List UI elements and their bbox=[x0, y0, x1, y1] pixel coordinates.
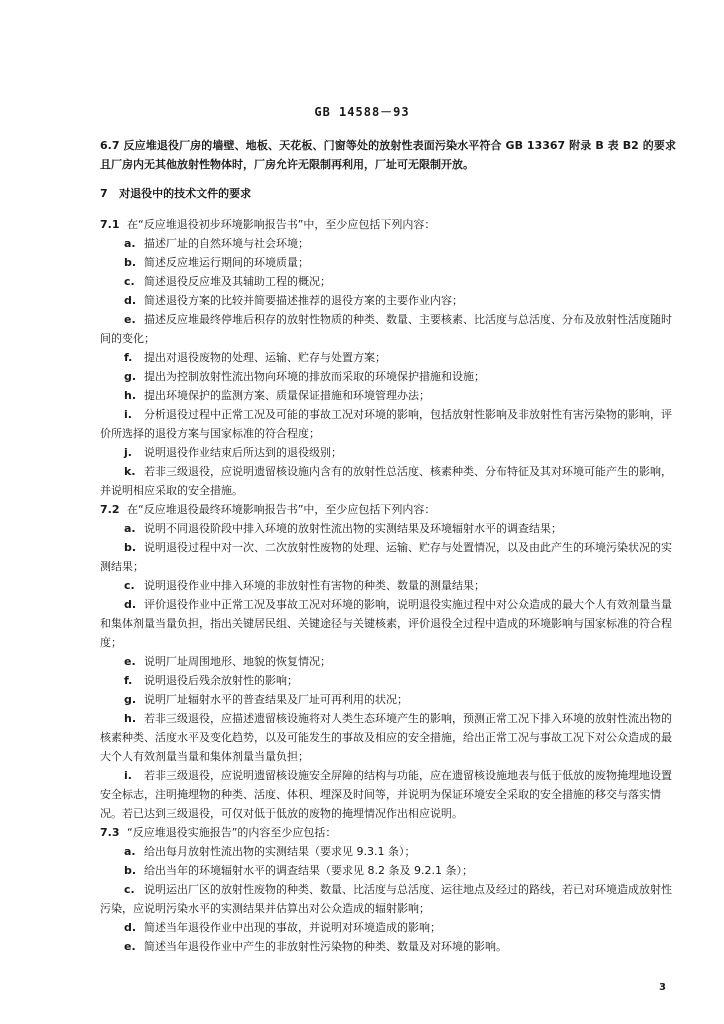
list-item bbox=[100, 880, 676, 918]
item-text: 若非三级退役，应说明遗留核设施内含有的放射性总活度、核素种类、分布特征及其对环境可能产生的影响，并说明相应采取的安全措施。 bbox=[100, 465, 672, 497]
list-item bbox=[100, 405, 676, 443]
clause-intro: “反应堆退役实施报告”的内容至少应包括： bbox=[127, 826, 337, 839]
item-text: 描述厂址的自然环境与社会环境； bbox=[144, 237, 309, 250]
item-marker: e. bbox=[124, 313, 136, 326]
clause-7-1-list bbox=[100, 234, 676, 500]
item-text: 说明运出厂区的放射性废物的种类、数量、比活度与总活度、运往地点及经过的路线，若已对环境造成放射性污染，应说明污染水平的实测结果并估算出对公众造成的辐射影响； bbox=[100, 883, 672, 915]
list-item bbox=[100, 272, 676, 291]
document-body bbox=[100, 136, 676, 956]
section-number: 7 bbox=[100, 187, 108, 200]
list-item bbox=[100, 766, 676, 823]
list-item bbox=[100, 595, 676, 652]
clause-7-3-list bbox=[100, 842, 676, 956]
list-item bbox=[100, 937, 676, 956]
item-text: 简述当年退役作业中产生的非放射性污染物的种类、数量及对环境的影响。 bbox=[144, 940, 507, 953]
item-text: 给出每月放射性流出物的实测结果（要求见 9.3.1 条）； bbox=[144, 845, 416, 858]
list-item bbox=[100, 443, 676, 462]
item-marker: h. bbox=[124, 389, 137, 402]
item-marker: c. bbox=[124, 579, 135, 592]
item-marker: i. bbox=[124, 769, 132, 782]
item-marker: c. bbox=[124, 883, 135, 896]
item-text: 简述反应堆运行期间的环境质量； bbox=[144, 256, 309, 269]
item-text: 说明不同退役阶段中排入环境的放射性流出物的实测结果及环境辐射水平的调查结果； bbox=[144, 522, 562, 535]
list-item bbox=[100, 538, 676, 576]
item-marker: f. bbox=[124, 674, 133, 687]
section-title: 对退役中的技术文件的要求 bbox=[119, 187, 252, 200]
item-marker: a. bbox=[124, 237, 136, 250]
clause-7-2 bbox=[100, 500, 676, 519]
item-marker: e. bbox=[124, 940, 136, 953]
list-item bbox=[100, 709, 676, 766]
list-item bbox=[100, 348, 676, 367]
item-text: 说明厂址辐射水平的普查结果及厂址可再利用的状况； bbox=[144, 693, 408, 706]
list-item bbox=[100, 310, 676, 348]
item-marker: b. bbox=[124, 256, 137, 269]
item-marker: h. bbox=[124, 712, 137, 725]
item-text: 说明退役过程中对一次、二次放射性废物的处理、运输、贮存与处置情况，以及由此产生的环境污染状况的实测结果； bbox=[100, 541, 672, 573]
item-text: 给出当年的环境辐射水平的调查结果（要求见 8.2 条及 9.2.1 条）； bbox=[144, 864, 473, 877]
item-marker: g. bbox=[124, 693, 137, 706]
list-item bbox=[100, 253, 676, 272]
item-marker: i. bbox=[124, 408, 132, 421]
clause-6-7 bbox=[100, 136, 676, 174]
list-item bbox=[100, 690, 676, 709]
item-text: 说明退役作业中排入环境的非放射性有害物的种类、数量的测量结果； bbox=[144, 579, 485, 592]
clause-intro: 在“反应堆退役初步环境影响报告书”中，至少应包括下列内容： bbox=[127, 218, 436, 231]
clause-intro: 在“反应堆退役最终环境影响报告书”中，至少应包括下列内容： bbox=[127, 503, 436, 516]
clause-7-1 bbox=[100, 215, 676, 234]
item-marker: a. bbox=[124, 522, 136, 535]
standard-number-header: GB 14588－93 bbox=[314, 105, 410, 119]
item-text: 说明退役作业结束后所达到的退役级别； bbox=[144, 446, 342, 459]
item-text: 提出对退役废物的处理、运输、贮存与处置方案； bbox=[144, 351, 386, 364]
list-item bbox=[100, 291, 676, 310]
item-text: 简述退役方案的比较并简要描述推荐的退役方案的主要作业内容； bbox=[144, 294, 463, 307]
item-text: 提出为控制放射性流出物向环境的排放而采取的环境保护措施和设施； bbox=[144, 370, 485, 383]
item-text: 若非三级退役，应描述遗留核设施将对人类生态环境产生的影响，预测正常工况下排入环境的放射性流出物的核素种类、活度水平及变化趋势，以及可能发生的事故及相应的安全措施，给出正常工况与事故工况下对公众造成的最大个人有效剂量当量和集体剂量当量负担； bbox=[100, 712, 672, 763]
clause-number: 7.3 bbox=[100, 826, 120, 839]
clause-number: 7.2 bbox=[100, 503, 120, 516]
item-text: 描述反应堆最终停堆后积存的放射性物质的种类、数量、主要核素、比活度与总活度、分布及放射性活度随时间的变化； bbox=[100, 313, 672, 345]
list-item bbox=[100, 462, 676, 500]
item-marker: e. bbox=[124, 655, 136, 668]
list-item bbox=[100, 386, 676, 405]
item-text: 说明退役后残余放射性的影响； bbox=[144, 674, 298, 687]
item-text: 说明厂址周围地形、地貌的恢复情况； bbox=[144, 655, 331, 668]
item-text: 简述退役反应堆及其辅助工程的概况； bbox=[144, 275, 331, 288]
list-item bbox=[100, 519, 676, 538]
list-item bbox=[100, 671, 676, 690]
list-item bbox=[100, 861, 676, 880]
item-marker: c. bbox=[124, 275, 135, 288]
item-marker: k. bbox=[124, 465, 136, 478]
item-marker: d. bbox=[124, 294, 137, 307]
list-item bbox=[100, 367, 676, 386]
item-marker: b. bbox=[124, 541, 137, 554]
clause-text: 反应堆退役厂房的墙壁、地板、天花板、门窗等处的放射性表面污染水平符合 GB 13367 附录 B 表 B2 的要求且厂房内无其他放射性物体时，厂房允许无限制再利用，厂址可无限制开放。 bbox=[100, 139, 676, 171]
list-item bbox=[100, 234, 676, 253]
clause-7-2-list bbox=[100, 519, 676, 823]
clause-number: 7.1 bbox=[100, 218, 120, 231]
list-item bbox=[100, 652, 676, 671]
item-marker: g. bbox=[124, 370, 137, 383]
list-item bbox=[100, 918, 676, 937]
list-item bbox=[100, 842, 676, 861]
item-text: 提出环境保护的监测方案、质量保证措施和环境管理办法； bbox=[144, 389, 430, 402]
page-number: 3 bbox=[659, 982, 666, 993]
item-marker: j. bbox=[124, 446, 132, 459]
clause-7-3 bbox=[100, 823, 676, 842]
section-7-heading bbox=[100, 184, 676, 203]
clause-number: 6.7 bbox=[100, 139, 120, 152]
item-marker: a. bbox=[124, 845, 136, 858]
item-marker: f. bbox=[124, 351, 133, 364]
item-text: 若非三级退役，应说明遗留核设施安全屏障的结构与功能，应在遗留核设施地表与低于低放的废物掩埋地设置安全标志，注明掩埋物的种类、活度、体积、埋深及时间等，并说明为保证环境安全采取的安全措施的移交与落实情况。若已达到三级退役，可仅对低于低放的废物的掩埋情况作出相应说明。 bbox=[100, 769, 672, 820]
item-marker: d. bbox=[124, 921, 137, 934]
item-text: 简述当年退役作业中出现的事故，并说明对环境造成的影响； bbox=[144, 921, 441, 934]
item-marker: d. bbox=[124, 598, 137, 611]
list-item bbox=[100, 576, 676, 595]
item-text: 分析退役过程中正常工况及可能的事故工况对环境的影响，包括放射性影响及非放射性有害污染物的影响，评价所选择的退役方案与国家标准的符合程度； bbox=[100, 408, 672, 440]
item-marker: b. bbox=[124, 864, 137, 877]
item-text: 评价退役作业中正常工况及事故工况对环境的影响，说明退役实施过程中对公众造成的最大个人有效剂量当量和集体剂量当量负担，指出关键居民组、关键途径与关键核素，评价退役全过程中造成的环境影响与国家标准的符合程度； bbox=[100, 598, 672, 649]
